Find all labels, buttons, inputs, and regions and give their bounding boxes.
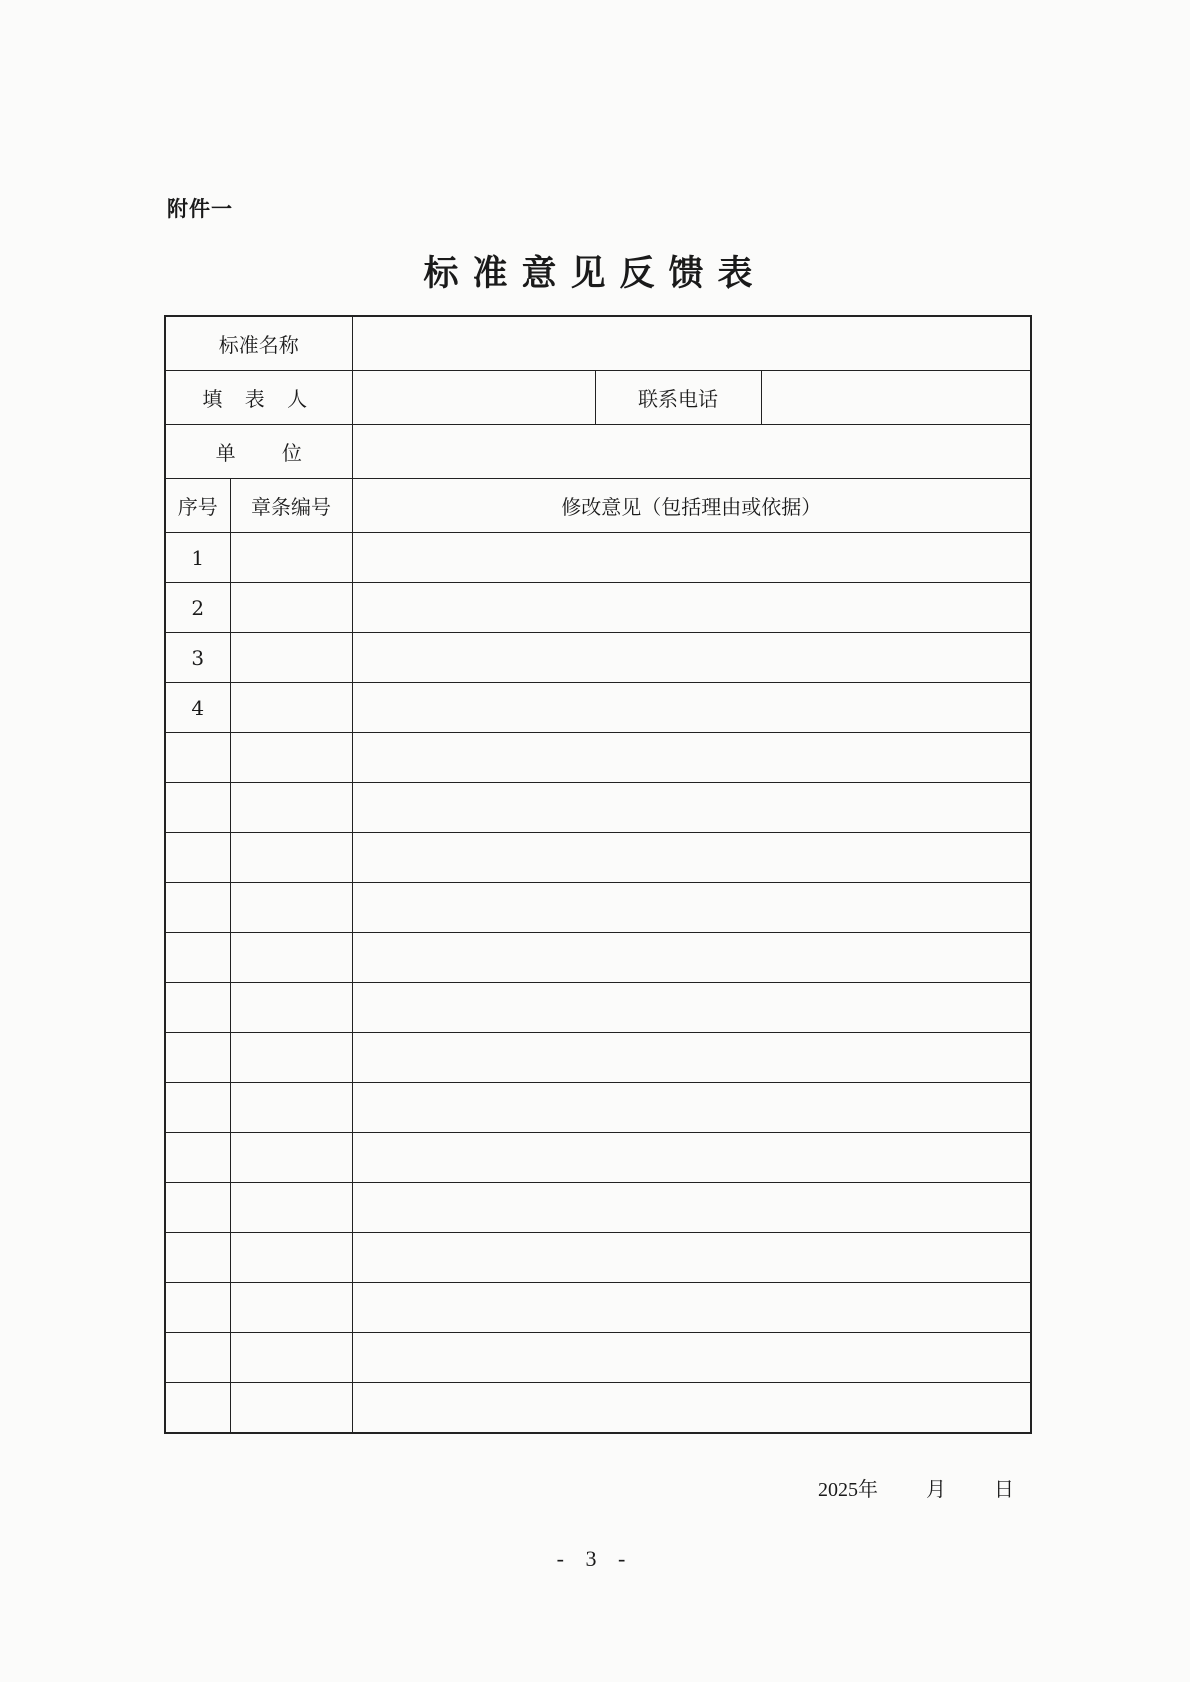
entry-opinion-cell[interactable] [352, 1283, 1031, 1333]
col-opinion-header: 修改意见（包括理由或依据） [352, 479, 1031, 533]
entry-clause-cell[interactable] [230, 633, 352, 683]
standard-name-field[interactable] [352, 316, 1031, 371]
entry-seq-cell[interactable] [165, 883, 230, 933]
entry-seq-cell[interactable] [165, 1083, 230, 1133]
entry-opinion-cell[interactable] [352, 583, 1031, 633]
date-line [818, 1473, 1014, 1502]
entry-row [165, 1183, 1031, 1233]
entry-clause-cell[interactable] [230, 1133, 352, 1183]
entry-clause-cell[interactable] [230, 983, 352, 1033]
entry-clause-cell[interactable] [230, 533, 352, 583]
entry-row [165, 1033, 1031, 1083]
entry-clause-cell[interactable] [230, 783, 352, 833]
entry-clause-cell[interactable] [230, 733, 352, 783]
entry-row [165, 1283, 1031, 1333]
entry-seq-cell[interactable]: 3 [165, 633, 230, 683]
entry-row [165, 1133, 1031, 1183]
filler-field[interactable] [352, 371, 595, 425]
entry-clause-cell[interactable] [230, 1033, 352, 1083]
entry-clause-cell[interactable] [230, 683, 352, 733]
entry-seq-cell[interactable] [165, 783, 230, 833]
entry-seq-cell[interactable] [165, 833, 230, 883]
entry-opinion-cell[interactable] [352, 1333, 1031, 1383]
entry-seq-cell[interactable] [165, 933, 230, 983]
entry-row [165, 583, 1031, 633]
entry-row [165, 733, 1031, 783]
entry-seq-cell[interactable] [165, 1133, 230, 1183]
entry-clause-cell[interactable] [230, 1383, 352, 1434]
entry-row [165, 1333, 1031, 1383]
entry-row [165, 833, 1031, 883]
entry-seq-cell[interactable] [165, 1033, 230, 1083]
entry-row [165, 983, 1031, 1033]
entry-opinion-cell[interactable] [352, 1383, 1031, 1434]
contact-label: 联系电话 [595, 371, 761, 425]
entry-opinion-cell[interactable] [352, 1033, 1031, 1083]
unit-label: 单 位 [165, 425, 352, 479]
entry-clause-cell[interactable] [230, 833, 352, 883]
entry-opinion-cell[interactable] [352, 1083, 1031, 1133]
entry-opinion-cell[interactable] [352, 833, 1031, 883]
entry-opinion-cell[interactable] [352, 683, 1031, 733]
entry-opinion-cell[interactable] [352, 1233, 1031, 1283]
entry-seq-cell[interactable] [165, 1333, 230, 1383]
column-header-row [165, 479, 1031, 533]
standard-name-row [165, 316, 1031, 371]
entry-row [165, 533, 1031, 583]
entry-opinion-cell[interactable] [352, 783, 1031, 833]
entry-clause-cell[interactable] [230, 1333, 352, 1383]
entry-clause-cell[interactable] [230, 1283, 352, 1333]
entry-row [165, 883, 1031, 933]
filler-label: 填 表 人 [165, 371, 352, 425]
filler-row [165, 371, 1031, 425]
entry-clause-cell[interactable] [230, 583, 352, 633]
standard-name-label: 标准名称 [165, 316, 352, 371]
form-title: 标准意见反馈表 [423, 253, 767, 294]
entry-row [165, 1233, 1031, 1283]
entry-clause-cell[interactable] [230, 883, 352, 933]
entry-seq-cell[interactable] [165, 1283, 230, 1333]
page-number: - 3 - [556, 1546, 634, 1571]
entry-row [165, 1383, 1031, 1434]
entry-seq-cell[interactable] [165, 1233, 230, 1283]
entry-opinion-cell[interactable] [352, 733, 1031, 783]
entry-seq-cell[interactable] [165, 733, 230, 783]
entry-row [165, 783, 1031, 833]
entry-clause-cell[interactable] [230, 1233, 352, 1283]
entry-clause-cell[interactable] [230, 933, 352, 983]
entry-seq-cell[interactable]: 4 [165, 683, 230, 733]
entry-opinion-cell[interactable] [352, 933, 1031, 983]
entry-opinion-cell[interactable] [352, 533, 1031, 583]
entry-row [165, 633, 1031, 683]
entry-seq-cell[interactable]: 1 [165, 533, 230, 583]
entry-seq-cell[interactable] [165, 983, 230, 1033]
col-seq-header: 序号 [165, 479, 230, 533]
entry-seq-cell[interactable] [165, 1383, 230, 1434]
entry-opinion-cell[interactable] [352, 633, 1031, 683]
attachment-label: 附件一 [167, 197, 233, 221]
entry-opinion-cell[interactable] [352, 1183, 1031, 1233]
date-year: 2025年 [818, 1479, 878, 1501]
entry-row [165, 933, 1031, 983]
entry-row [165, 683, 1031, 733]
entry-opinion-cell[interactable] [352, 883, 1031, 933]
date-day: 日 [994, 1479, 1014, 1501]
entry-row [165, 1083, 1031, 1133]
entry-opinion-cell[interactable] [352, 983, 1031, 1033]
entry-seq-cell[interactable]: 2 [165, 583, 230, 633]
unit-row [165, 425, 1031, 479]
col-clause-header: 章条编号 [230, 479, 352, 533]
entry-clause-cell[interactable] [230, 1083, 352, 1133]
unit-field[interactable] [352, 425, 1031, 479]
date-month: 月 [926, 1479, 946, 1501]
entry-opinion-cell[interactable] [352, 1133, 1031, 1183]
feedback-form-table [164, 315, 1032, 1434]
entry-clause-cell[interactable] [230, 1183, 352, 1233]
entry-seq-cell[interactable] [165, 1183, 230, 1233]
contact-field[interactable] [761, 371, 1031, 425]
